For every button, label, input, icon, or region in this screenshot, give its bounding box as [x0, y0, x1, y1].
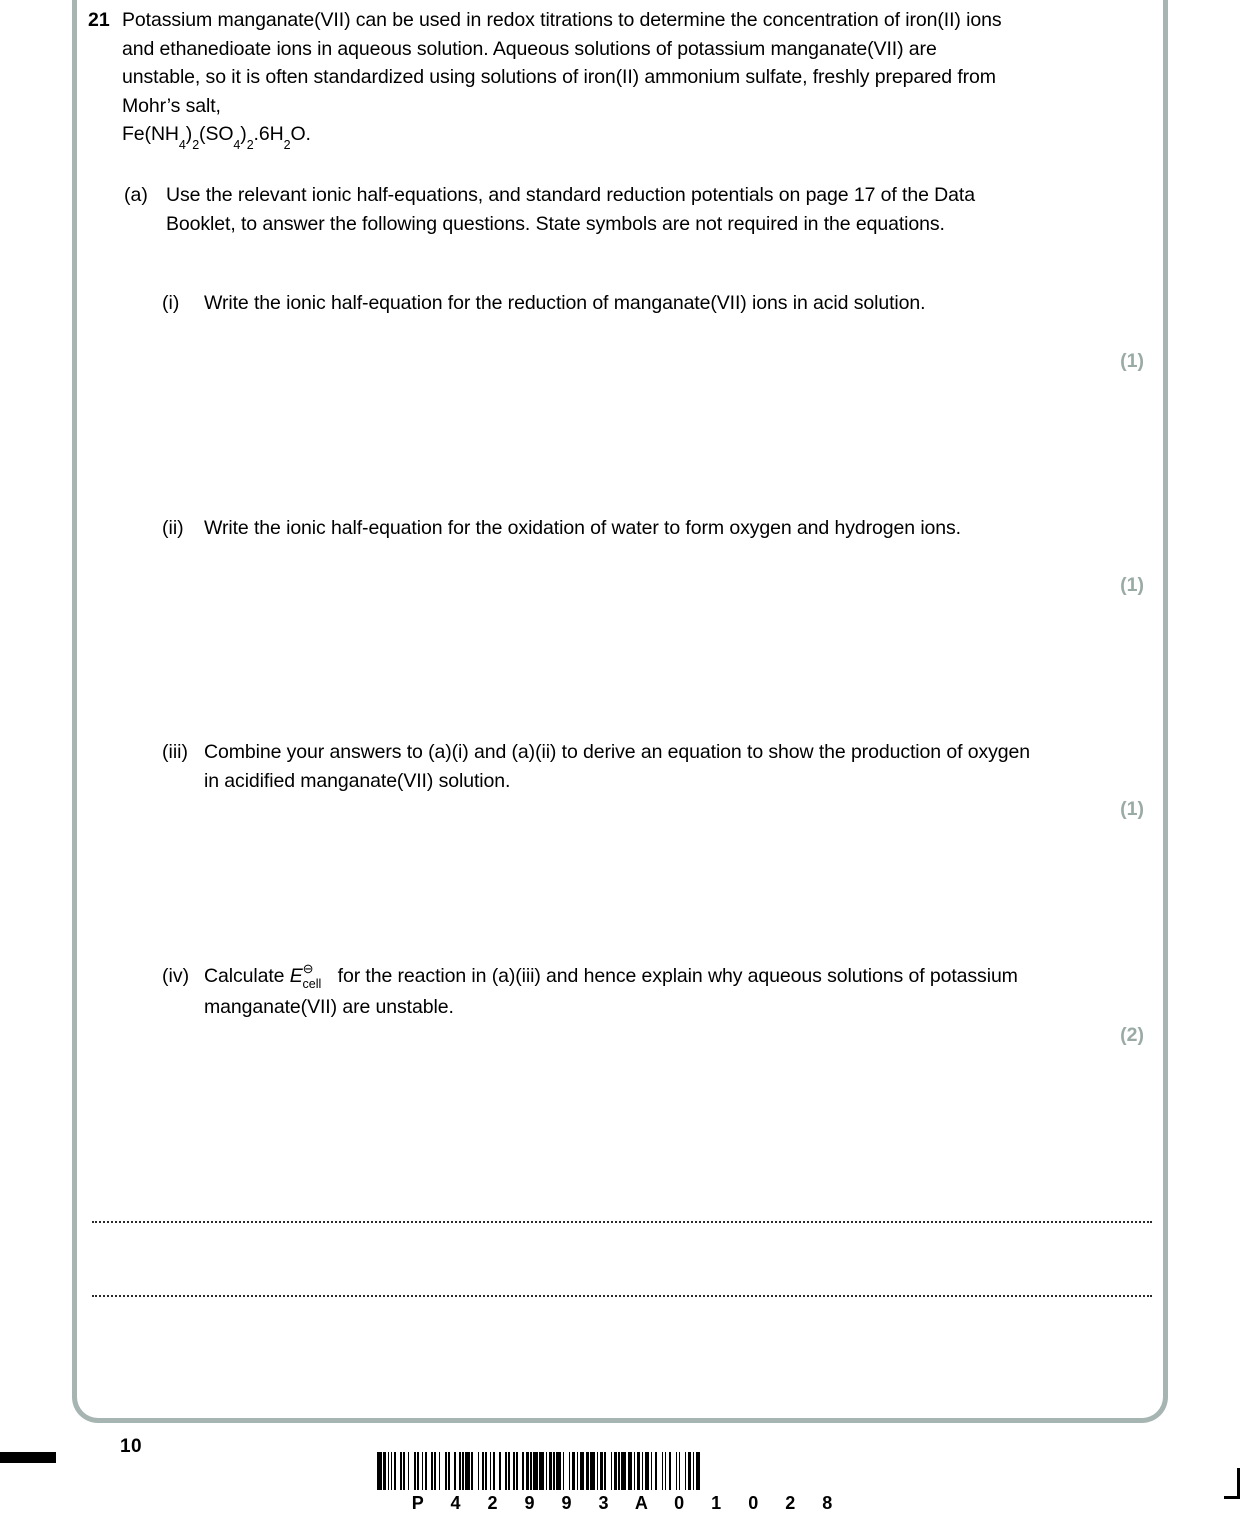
ecell-base: E: [289, 965, 303, 987]
formula-fragment: .6H: [253, 123, 284, 145]
answer-dotted-line[interactable]: [92, 1293, 1152, 1297]
formula-fragment: Fe(NH: [122, 123, 179, 145]
question-stem-text: [122, 6, 1002, 152]
registration-mark-left: [0, 1452, 56, 1463]
question-stem: [88, 6, 1018, 152]
part-iv-text: [204, 962, 1032, 1021]
part-i-label: (i): [162, 292, 180, 314]
ecell-symbol: [290, 962, 333, 993]
formula-fragment: ): [240, 123, 247, 145]
part-i-text: Write the ionic half-equation for the reduction of manganate(VII) ions in acid solution.: [204, 292, 926, 314]
question-number: 21: [88, 9, 110, 31]
part-a-text: Use the relevant ionic half-equations, and standard reduction potentials on page 17 of the Data Booklet, to answer the following questions. State symbols are not required in the equations.: [166, 184, 975, 235]
formula-subscript: 2: [283, 137, 291, 152]
question-part-a-iii: [162, 738, 1032, 795]
marks-part-ii: (1): [1120, 574, 1144, 596]
ecell-subscript: cell: [302, 977, 322, 991]
stem-paragraph: Potassium manganate(VII) can be used in redox titrations to determine the concentration of iron(II) ions and ethanedioate ions in aqueous solution. Aqueous solutions of potassium manganate(VII) are unstable, so it is often standardized using solutions of iron(II) ammonium sulfate, freshly prepared from Mohr’s salt,: [122, 9, 1002, 117]
page-number: 10: [120, 1436, 142, 1457]
formula-subscript: 2: [192, 137, 200, 152]
part-iv-text-before: Calculate: [204, 965, 290, 987]
barcode-text: P 4 2 9 9 3 A 0 1 0 2 8: [411, 1493, 844, 1513]
part-iii-label: (iii): [162, 741, 188, 763]
formula-subscript: 4: [178, 137, 186, 152]
formula-fragment: ): [185, 123, 193, 145]
part-iv-label: (iv): [162, 965, 190, 987]
formula-subscript: 2: [246, 137, 254, 152]
barcode: [377, 1452, 867, 1514]
formula-fragment: (SO: [199, 123, 234, 145]
part-ii-text: Write the ionic half-equation for the oxidation of water to form oxygen and hydrogen ions.: [204, 517, 962, 539]
part-iv-text-after: for the reaction in (a)(iii) and hence explain why aqueous solutions of potassium manganate(VII) are unstable.: [204, 965, 1018, 1018]
marks-part-iv: (2): [1120, 1024, 1144, 1046]
question-part-a-i: [162, 289, 1032, 318]
standard-state-icon: ⊖: [302, 961, 314, 976]
answer-dotted-line[interactable]: [92, 1219, 1152, 1223]
marks-part-iii: (1): [1120, 798, 1144, 820]
marks-part-i: (1): [1120, 350, 1144, 372]
part-iii-text: Combine your answers to (a)(i) and (a)(ii) to derive an equation to show the production of oxygen in acidified manganate(VII) solution.: [204, 741, 1030, 792]
formula-fragment: O.: [290, 123, 311, 145]
question-part-a: [124, 181, 1024, 238]
part-a-label: (a): [124, 184, 148, 206]
mohrs-salt-formula: [122, 120, 1002, 152]
part-ii-label: (ii): [162, 517, 184, 539]
formula-subscript: 4: [233, 137, 241, 152]
question-part-a-iv: [162, 962, 1032, 1021]
question-part-a-ii: [162, 514, 1032, 543]
barcode-bars: [377, 1452, 867, 1490]
